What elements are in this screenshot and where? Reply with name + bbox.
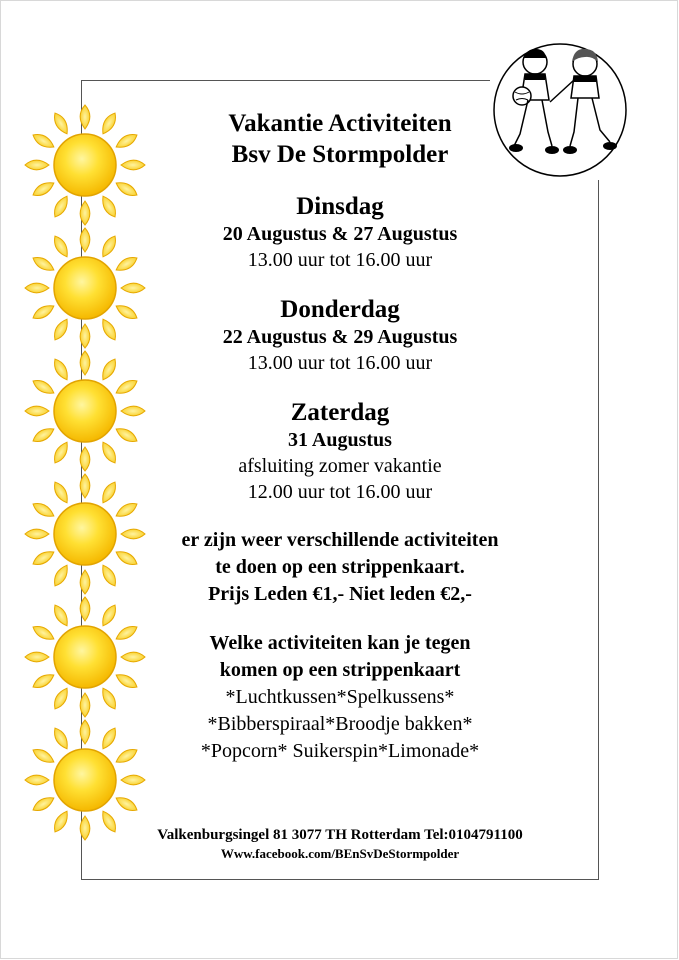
schedule-time: 13.00 uur tot 16.00 uur [247,352,433,374]
schedule-day: Donderdag [280,296,400,323]
schedule-zaterdag [100,398,580,505]
activities-list-3: *Popcorn* Suikerspin*Limonade* [200,740,480,762]
schedule-dinsdag [100,192,580,273]
title-line-1: Vakantie Activiteiten [228,110,452,137]
schedule-time: 12.00 uur tot 16.00 uur [247,481,433,503]
schedule-note: afsluiting zomer vakantie [238,455,442,477]
schedule-day: Zaterdag [290,399,390,426]
poster-title [100,108,580,170]
poster-footer [81,826,599,863]
schedule-day: Dinsdag [296,193,384,220]
schedule-dates: 31 Augustus [288,429,392,451]
activities-list-1: *Luchtkussen*Spelkussens* [225,686,455,708]
schedule-donderdag [100,295,580,376]
info-line-2: te doen op een strippenkaart. [215,556,465,578]
title-line-2: Bsv De Stormpolder [231,141,449,168]
activities-heading-2: komen op een strippenkaart [219,659,461,681]
activities-block [100,630,580,765]
schedule-dates: 22 Augustus & 29 Augustus [222,326,458,348]
price-line: Prijs Leden €1,- Niet leden €2,- [208,583,472,605]
info-line-1: er zijn weer verschillende activiteiten [181,529,499,551]
footer-website: Www.facebook.com/BEnSvDeStormpolder [220,846,460,861]
info-block [100,527,580,608]
poster-content [100,108,580,765]
activities-list-2: *Bibberspiraal*Broodje bakken* [207,713,473,735]
schedule-time: 13.00 uur tot 16.00 uur [247,249,433,271]
schedule-dates: 20 Augustus & 27 Augustus [222,223,458,245]
footer-address: Valkenburgsingel 81 3077 TH Rotterdam Tel:0104791100 [157,827,523,843]
activities-heading-1: Welke activiteiten kan je tegen [209,632,471,654]
